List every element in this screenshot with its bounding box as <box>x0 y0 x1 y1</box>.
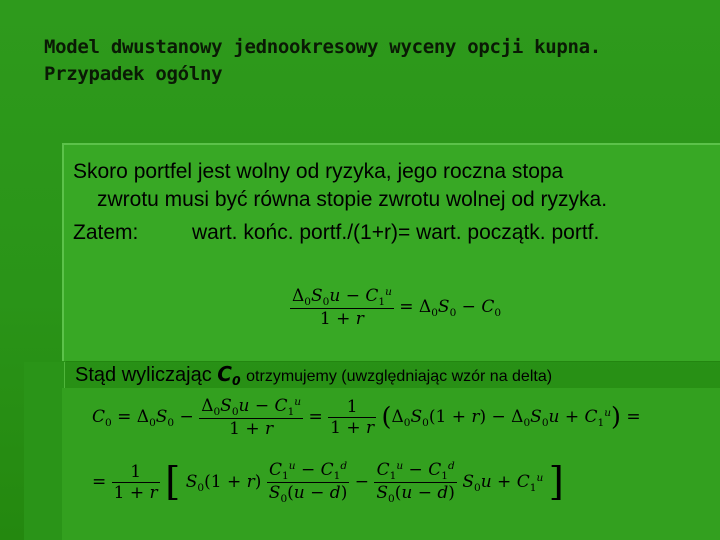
paragraph-line-3-text: wart. końc. portf./(1+r)= wart. początk. portf. <box>192 221 600 244</box>
equation-c0-derivation: $C_0 = \Delta_0S_0$ − $\frac{\Delta_0S_0u - C_1^u}{1 + r}$ = $\frac{1}{1 + r}$ $(\Delta_0S_0(1 + r) - \Delta_0S_0u + C_1^u)$ = <box>92 396 641 439</box>
conclusion-symbol: C <box>217 362 232 386</box>
conclusion-suffix: otrzymujemy (uwzględniając wzór na delta) <box>246 368 553 385</box>
slide-title: Model dwustanowy jednookresowy wyceny opcji kupna. Przypadek ogólny <box>44 36 601 85</box>
conclusion-subscript: 0 <box>231 373 241 388</box>
paragraph-line-2: zwrotu musi być równa stopie zwrotu wolnej od ryzyka. <box>97 188 608 211</box>
equation-portfolio-balance: $\frac{\Delta_0S_0u - C_1^u}{1 + r}$ = $\Delta_0S_0 - C_0$ <box>292 286 502 329</box>
paragraph-line-1: Skoro portfel jest wolny od ryzyka, jego roczna stopa <box>73 160 564 183</box>
conclusion-line <box>75 362 552 388</box>
conclusion-prefix: Stąd wyliczając <box>75 364 212 386</box>
decorative-left-strip <box>24 362 65 540</box>
paragraph-line-3-label: Zatem: <box>73 221 139 244</box>
equation-c0-result: = $\frac{1}{1 + r}$ [ $S_0(1 + r)$ $\frac{C_1^u - C_1^d}{S_0(u - d)}$ − $\frac{C_1^u - C_1^d}{S_0(u - d)}$ $S_0u + C_1^u$ ] <box>92 460 564 505</box>
